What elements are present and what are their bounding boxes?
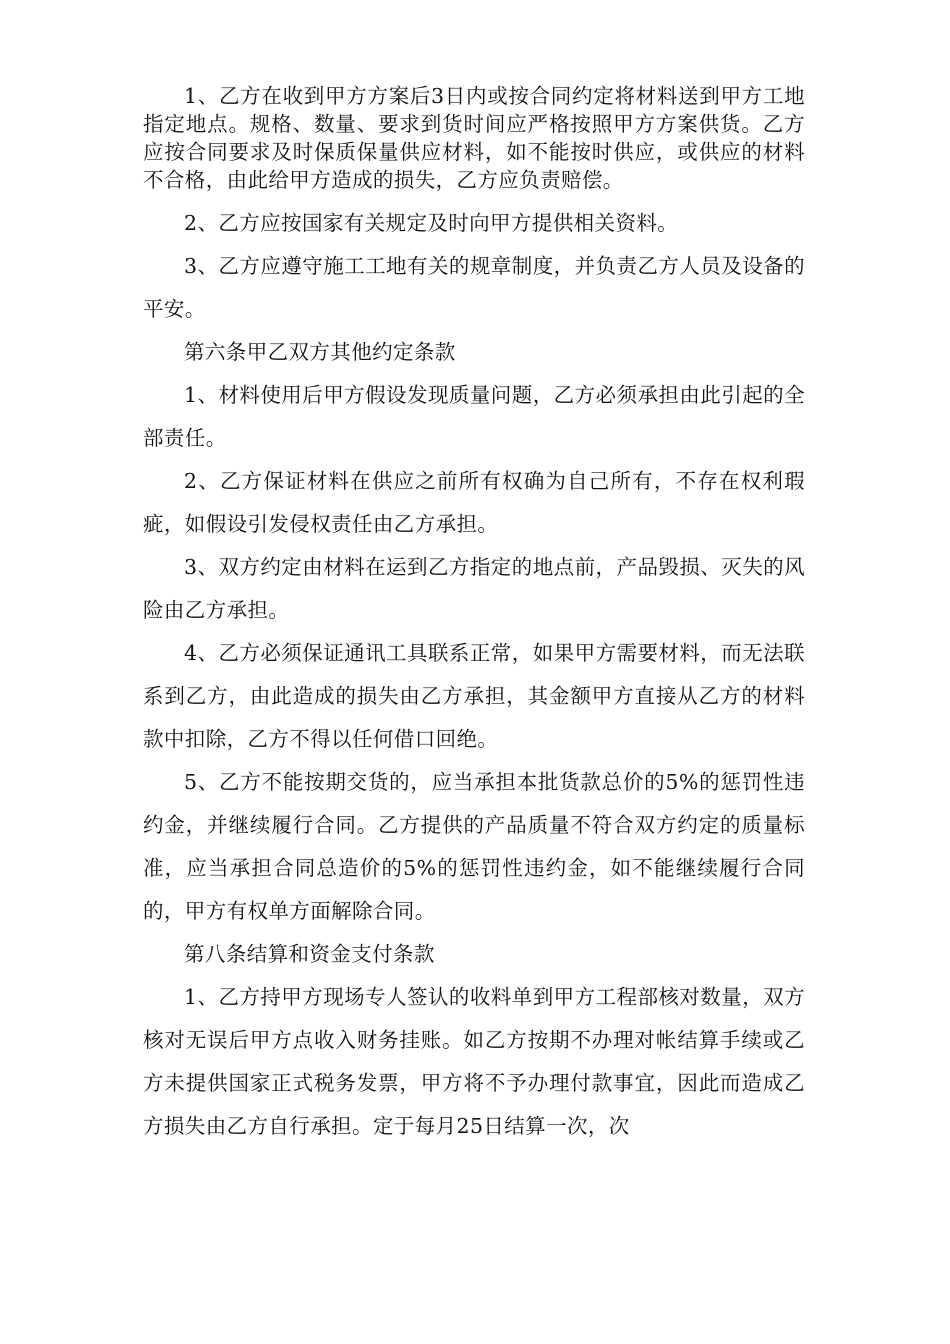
paragraph-site-rules: 3、乙方应遵守施工工地有关的规章制度，并负责乙方人员及设备的平安。 — [143, 254, 805, 321]
paragraph-ownership-guarantee: 2、乙方保证材料在供应之前所有权确为自己所有，不存在权利瑕疵，如假设引发侵权责任由乙方承担。 — [143, 469, 805, 536]
document-page — [143, 82, 805, 1148]
paragraph-penalty: 5、乙方不能按期交货的，应当承担本批货款总价的5%的惩罚性违约金，并继续履行合同。乙方提供的产品质量不符合双方约定的质量标准，应当承担合同总造价的5%的惩罚性违约金，如不能继续履行合同的，甲方有权单方面解除合同。 — [143, 770, 805, 923]
paragraph-settlement: 1、乙方持甲方现场专人签认的收料单到甲方工程部核对数量，双方核对无误后甲方点收入财务挂账。如乙方按期不办理对帐结算手续或乙方未提供国家正式税务发票，甲方将不予办理付款事宜，因此而造成乙方损失由乙方自行承担。定于每月25日结算一次，次 — [143, 985, 805, 1138]
paragraph-supply-obligation: 1、乙方在收到甲方方案后3日内或按合同约定将材料送到甲方工地指定地点。规格、数量、要求到货时间应严格按照甲方方案供货。乙方应按合同要求及时保质保量供应材料，如不能按时供应，或供应的材料不合格，由此给甲方造成的损失，乙方应负责赔偿。 — [143, 84, 805, 192]
paragraph-provide-documents: 2、乙方应按国家有关规定及时向甲方提供相关资料。 — [184, 211, 679, 235]
section-heading-article-6: 第六条甲乙双方其他约定条款 — [184, 340, 456, 364]
paragraph-quality-liability: 1、材料使用后甲方假设发现质量问题，乙方必须承担由此引起的全部责任。 — [143, 383, 805, 450]
paragraph-communication: 4、乙方必须保证通讯工具联系正常，如果甲方需要材料，而无法联系到乙方，由此造成的损失由乙方承担，其金额甲方直接从乙方的材料款中扣除，乙方不得以任何借口回绝。 — [143, 641, 805, 751]
paragraph-risk-of-loss: 3、双方约定由材料在运到乙方指定的地点前，产品毁损、灭失的风险由乙方承担。 — [143, 555, 805, 622]
section-heading-article-8: 第八条结算和资金支付条款 — [184, 942, 435, 966]
